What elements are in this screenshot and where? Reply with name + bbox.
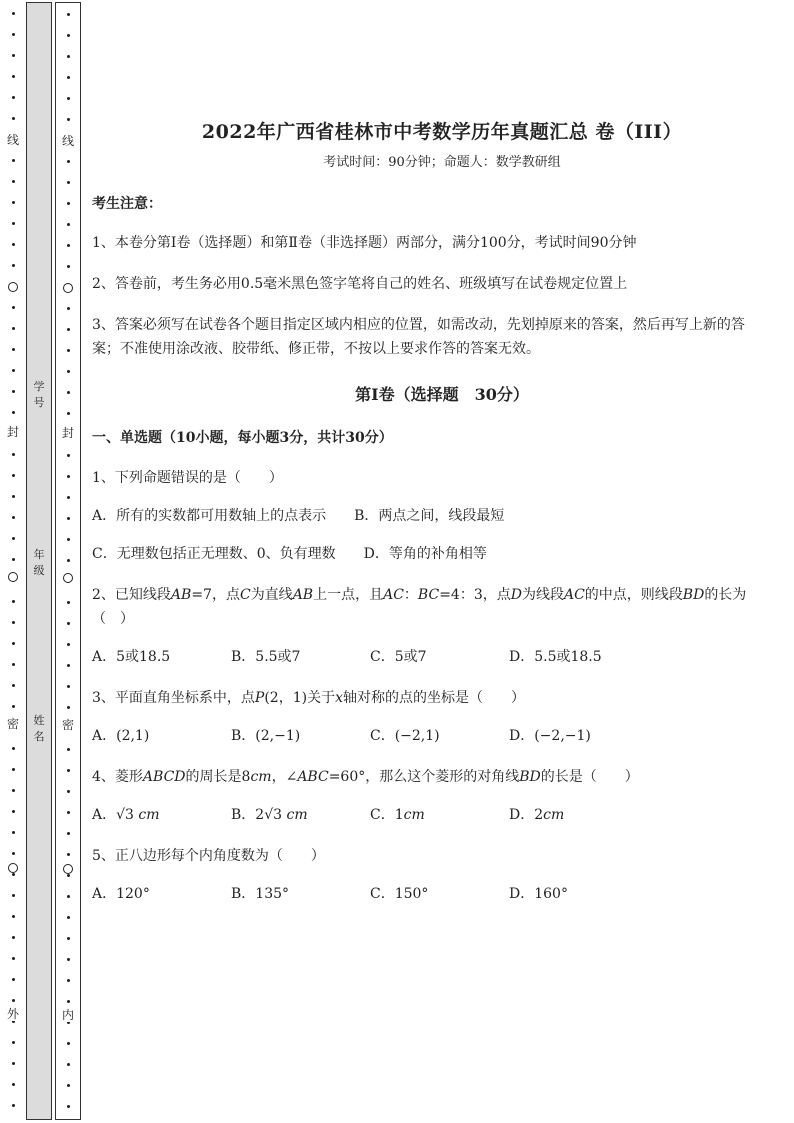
- question-1-option-b: B．两点之间，线段最短: [354, 508, 505, 524]
- question-4-option-b: B．2√3 cm: [231, 807, 308, 823]
- binding-inner-label-nei: 内: [56, 1008, 80, 1022]
- seal-dot: [12, 75, 15, 78]
- seal-dot: [67, 517, 70, 520]
- question-5-option-b: B．135°: [231, 886, 290, 902]
- seal-dot: [12, 159, 15, 162]
- seal-circle-mark: [63, 283, 73, 293]
- binding-label-feng: 封: [0, 425, 26, 439]
- seal-dot: [67, 1042, 70, 1045]
- seal-dot: [67, 181, 70, 184]
- part-title: 一、单选题（10小题，每小题3分，共计30分）: [92, 430, 393, 446]
- binding-label-wai: 外: [0, 1007, 26, 1021]
- seal-dot: [67, 664, 70, 667]
- exam-title: 2022年广西省桂林市中考数学历年真题汇总 卷（III）: [201, 121, 683, 143]
- seal-dot: [12, 117, 15, 120]
- question-2-option-d: D．5.5或18.5: [509, 649, 602, 665]
- question-5-option-a: A．120°: [92, 886, 150, 902]
- seal-dot: [67, 748, 70, 751]
- question-4-option-a: A．√3 cm: [92, 807, 160, 823]
- section-title: 第I卷（选择题 30分）: [355, 385, 529, 404]
- question-2-stem: 2、已知线段AB=7，点C为直线AB上一点，且AC：BC=4：3，点D为线段AC的中点，则线段BD的长为（ ）: [92, 587, 747, 627]
- seal-dot: [67, 622, 70, 625]
- question-4-stem: 4、菱形ABCD的周长是8cm，∠ABC=60°，那么这个菱形的对角线BD的长是（ ）: [92, 769, 639, 785]
- seal-circle-mark: [8, 863, 18, 873]
- question-3-option-c: C．(−2,1): [370, 728, 440, 744]
- notice-item-3: 3、答案必须写在试卷各个题目指定区域内相应的位置，如需改动，先划掉原来的答案，然后再写上新的答案；不准使用涂改液、胶带纸、修正带，不按以上要求作答的答案无效。: [92, 317, 745, 357]
- seal-dot: [12, 789, 15, 792]
- seal-dot: [12, 873, 15, 876]
- question-4-options: [92, 803, 752, 827]
- seal-dot: [12, 453, 15, 456]
- seal-dot: [12, 558, 15, 561]
- seal-dot: [12, 915, 15, 918]
- seal-circle-mark: [8, 572, 18, 582]
- binding-inner-label-xian: 线: [56, 134, 80, 148]
- seal-dot: [67, 496, 70, 499]
- binding-inner-column: [55, 2, 81, 1120]
- exam-content: [92, 118, 752, 906]
- seal-dot: [12, 1062, 15, 1065]
- seal-dot: [12, 1041, 15, 1044]
- seal-dot: [67, 706, 70, 709]
- seal-dot: [12, 810, 15, 813]
- seal-dot: [67, 202, 70, 205]
- question-1-options-row-2: [92, 542, 752, 566]
- binding-inner-label-feng: 封: [56, 426, 80, 440]
- seal-circle-mark: [63, 864, 73, 874]
- seal-dot: [12, 54, 15, 57]
- seal-dot: [67, 1000, 70, 1003]
- notice-heading: 考生注意：: [92, 196, 162, 212]
- seal-dot: [12, 369, 15, 372]
- seal-dot: [12, 516, 15, 519]
- question-3-option-a: A．(2,1): [92, 728, 150, 744]
- seal-dot: [67, 538, 70, 541]
- question-5-option-c: C．150°: [370, 886, 429, 902]
- question-1-option-d: D．等角的补角相等: [363, 546, 487, 562]
- question-2-options: [92, 645, 752, 669]
- seal-dot: [12, 411, 15, 414]
- question-1-options-row-1: [92, 504, 752, 528]
- exam-subtitle: 考试时间：90分钟；命题人：数学教研组: [323, 155, 561, 170]
- name-field-label: 姓 名: [33, 714, 45, 743]
- question-2-option-c: C．5或7: [370, 649, 427, 665]
- seal-dot: [12, 600, 15, 603]
- seal-dot: [67, 916, 70, 919]
- seal-dot: [67, 76, 70, 79]
- binding-outer-dots: [0, 0, 26, 1123]
- binding-label-mi: 密: [0, 717, 26, 731]
- question-5-options: [92, 882, 752, 906]
- seal-dot: [12, 999, 15, 1002]
- seal-dot: [67, 601, 70, 604]
- seal-dot: [12, 180, 15, 183]
- seal-dot: [12, 243, 15, 246]
- question-3-stem: 3、平面直角坐标系中，点P(2，1)关于x轴对称的点的坐标是（ ）: [92, 690, 525, 706]
- seal-dot: [12, 831, 15, 834]
- seal-dot: [67, 958, 70, 961]
- seal-dot: [67, 13, 70, 16]
- question-1-stem: 1、下列命题错误的是（ ）: [92, 470, 283, 486]
- seal-dot: [12, 768, 15, 771]
- question-4-option-c: C．1cm: [370, 807, 425, 823]
- seal-dot: [12, 327, 15, 330]
- seal-dot: [12, 684, 15, 687]
- seal-dot: [67, 937, 70, 940]
- seal-dot: [12, 705, 15, 708]
- seal-dot: [12, 96, 15, 99]
- seal-dot: [12, 495, 15, 498]
- question-2-option-a: A．5或18.5: [92, 649, 171, 665]
- binding-inner-dots: [56, 3, 80, 1119]
- seal-dot: [12, 642, 15, 645]
- seal-dot: [67, 55, 70, 58]
- seal-dot: [67, 160, 70, 163]
- seal-dot: [67, 685, 70, 688]
- seal-dot: [67, 853, 70, 856]
- seal-dot: [12, 978, 15, 981]
- seal-dot: [12, 474, 15, 477]
- seal-dot: [67, 475, 70, 478]
- seal-dot: [67, 244, 70, 247]
- seal-dot: [67, 1063, 70, 1066]
- seal-dot: [67, 370, 70, 373]
- seal-dot: [12, 537, 15, 540]
- seal-dot: [67, 223, 70, 226]
- student-id-field-label: 学 号: [33, 380, 45, 409]
- seal-dot: [12, 390, 15, 393]
- seal-dot: [12, 348, 15, 351]
- question-1-option-c: C．无理数包括正无理数、0、负有理数: [92, 546, 336, 562]
- seal-dot: [67, 559, 70, 562]
- seal-dot: [12, 201, 15, 204]
- seal-dot: [67, 349, 70, 352]
- seal-dot: [12, 621, 15, 624]
- seal-dot: [67, 790, 70, 793]
- seal-dot: [67, 265, 70, 268]
- seal-dot: [12, 222, 15, 225]
- notice-item-2: 2、答卷前，考生务必用0.5毫米黑色签字笔将自己的姓名、班级填写在试卷规定位置上: [92, 276, 628, 292]
- seal-dot: [67, 328, 70, 331]
- question-5-option-d: D．160°: [509, 886, 568, 902]
- seal-dot: [67, 874, 70, 877]
- seal-dot: [67, 307, 70, 310]
- question-4-option-d: D．2cm: [509, 807, 565, 823]
- seal-dot: [12, 663, 15, 666]
- seal-dot: [12, 852, 15, 855]
- question-1-option-a: A．所有的实数都可用数轴上的点表示: [92, 508, 327, 524]
- seal-dot: [67, 895, 70, 898]
- seal-dot: [12, 33, 15, 36]
- seal-dot: [12, 1083, 15, 1086]
- seal-dot: [67, 769, 70, 772]
- seal-dot: [67, 97, 70, 100]
- binding-inner-label-mi: 密: [56, 718, 80, 732]
- seal-dot: [12, 12, 15, 15]
- question-2-option-b: B．5.5或7: [231, 649, 301, 665]
- seal-circle-mark: [63, 573, 73, 583]
- seal-dot: [67, 643, 70, 646]
- seal-dot: [67, 454, 70, 457]
- question-3-options: [92, 724, 752, 748]
- seal-dot: [12, 264, 15, 267]
- seal-dot: [67, 391, 70, 394]
- seal-dot: [12, 1104, 15, 1107]
- seal-dot: [67, 1084, 70, 1087]
- seal-dot: [67, 832, 70, 835]
- seal-dot: [67, 979, 70, 982]
- seal-dot: [12, 747, 15, 750]
- binding-outer-column: [0, 0, 26, 1123]
- seal-dot: [12, 306, 15, 309]
- binding-info-strip: [26, 2, 52, 1120]
- notice-item-1: 1、本卷分第I卷（选择题）和第Ⅱ卷（非选择题）两部分，满分100分，考试时间90分钟: [92, 235, 637, 251]
- question-5-stem: 5、正八边形每个内角度数为（ ）: [92, 848, 325, 864]
- seal-dot: [67, 118, 70, 121]
- seal-circle-mark: [8, 282, 18, 292]
- seal-dot: [12, 936, 15, 939]
- seal-dot: [67, 811, 70, 814]
- seal-dot: [12, 894, 15, 897]
- seal-dot: [67, 34, 70, 37]
- binding-label-xian: 线: [0, 133, 26, 147]
- question-3-option-b: B．(2,−1): [231, 728, 301, 744]
- seal-dot: [67, 412, 70, 415]
- seal-dot: [67, 1105, 70, 1108]
- grade-field-label: 年 级: [33, 548, 45, 577]
- question-3-option-d: D．(−2,−1): [509, 728, 591, 744]
- seal-dot: [12, 957, 15, 960]
